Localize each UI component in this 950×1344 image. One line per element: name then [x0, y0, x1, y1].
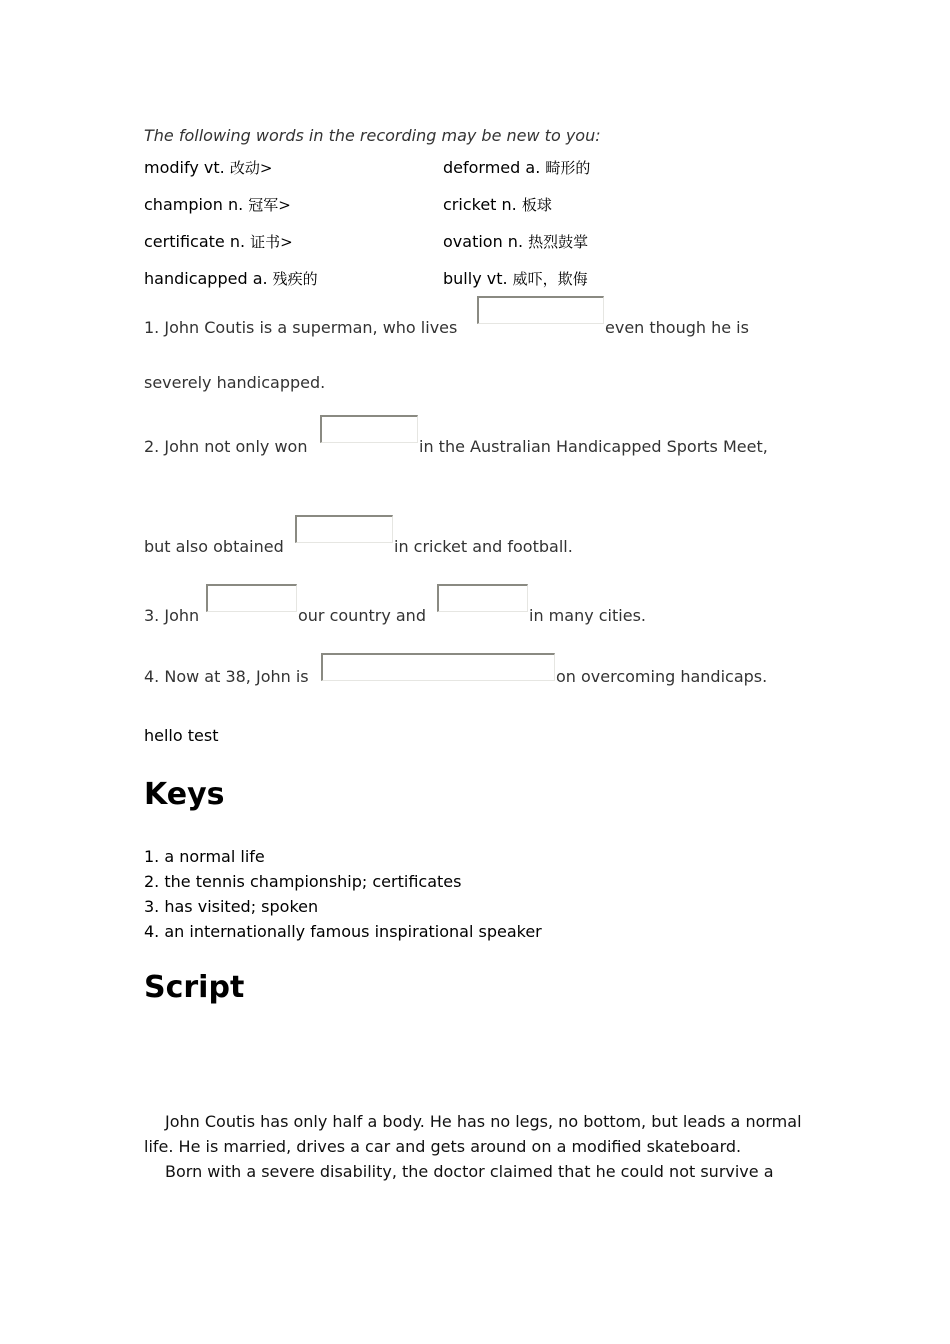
answer-blank-3a[interactable]: [206, 584, 297, 612]
script-paragraph: Born with a severe disability, the doctor claimed that he could not survive a: [165, 1162, 774, 1181]
vocab-term: [144, 157, 272, 178]
question-1-text: 1. John Coutis is a superman, who lives: [144, 318, 458, 337]
question-3-text-after: in many cities.: [529, 606, 646, 625]
question-2b-text-after: in cricket and football.: [394, 537, 573, 556]
question-2-text-after: in the Australian Handicapped Sports Meet,: [419, 437, 768, 456]
vocab-english: certificate n.: [144, 232, 246, 251]
key-item: 2. the tennis championship; certificates: [144, 872, 462, 891]
vocab-english: deformed a.: [443, 158, 541, 177]
vocab-chinese: 改动>: [229, 159, 273, 177]
answer-blank-2a[interactable]: [320, 415, 418, 443]
vocab-row: [144, 268, 824, 292]
vocab-english: cricket n.: [443, 195, 517, 214]
vocab-chinese: 证书>: [250, 233, 293, 251]
keys-list: [144, 844, 542, 944]
vocab-row: [144, 231, 824, 255]
answer-blank-4[interactable]: [321, 653, 555, 681]
question-4-text-after: on overcoming handicaps.: [556, 667, 768, 686]
script-heading: Script: [144, 970, 245, 1005]
vocab-term: [443, 157, 590, 178]
vocab-term: [144, 194, 291, 215]
vocab-chinese: 残疾的: [272, 270, 318, 288]
key-item: 1. a normal life: [144, 847, 265, 866]
keys-heading: Keys: [144, 777, 225, 812]
vocab-chinese: 威吓，欺侮: [512, 270, 588, 288]
vocab-english: ovation n.: [443, 232, 524, 251]
vocab-term: [144, 231, 293, 252]
vocab-term: [443, 268, 588, 289]
answer-blank-1[interactable]: [477, 296, 604, 324]
vocab-term: [443, 231, 588, 252]
question-2b-text: but also obtained: [144, 537, 284, 556]
vocab-english: modify vt.: [144, 158, 225, 177]
answer-blank-2b[interactable]: [295, 515, 393, 543]
vocab-english: champion n.: [144, 195, 244, 214]
vocab-chinese: 板球: [521, 196, 552, 214]
key-item: 4. an internationally famous inspirational speaker: [144, 922, 542, 941]
document-page: [144, 0, 824, 1344]
question-2-text: 2. John not only won: [144, 437, 308, 456]
question-1-text-after: even though he is: [605, 318, 749, 337]
vocab-english: bully vt.: [443, 269, 508, 288]
question-3-text-mid: our country and: [298, 606, 426, 625]
vocab-english: handicapped a.: [144, 269, 268, 288]
key-item: 3. has visited; spoken: [144, 897, 319, 916]
intro-text: The following words in the recording may be new to you:: [144, 126, 601, 145]
hello-text: hello test: [144, 726, 219, 745]
vocab-chinese: 冠军>: [248, 196, 291, 214]
question-4-text: 4. Now at 38, John is: [144, 667, 309, 686]
answer-blank-3b[interactable]: [437, 584, 528, 612]
vocab-term: [144, 268, 318, 289]
vocab-term: [443, 194, 552, 215]
vocab-row: [144, 194, 824, 218]
script-paragraph: John Coutis has only half a body. He has no legs, no bottom, but leads a normal life. He is married, drives a car and gets around on a modified skateboard.: [144, 1112, 802, 1156]
script-body: [144, 1109, 812, 1184]
vocab-chinese: 畸形的: [545, 159, 591, 177]
question-3-text: 3. John: [144, 606, 200, 625]
vocab-chinese: 热烈鼓掌: [528, 233, 589, 251]
vocab-row: [144, 157, 824, 181]
question-1-continuation: severely handicapped.: [144, 373, 326, 392]
